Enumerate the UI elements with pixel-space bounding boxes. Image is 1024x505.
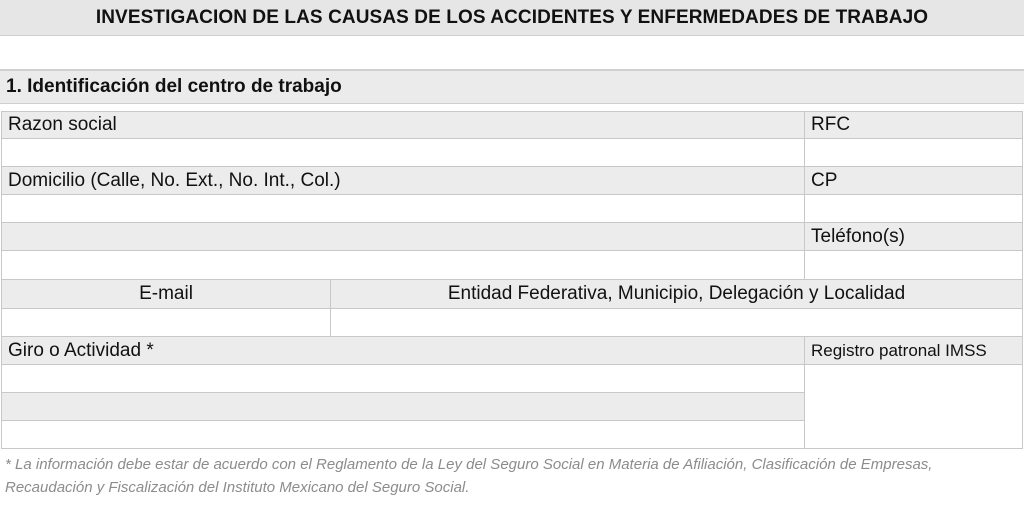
giro-field-line3[interactable] xyxy=(1,420,805,449)
registro-patronal-label: Registro patronal IMSS xyxy=(804,336,1023,365)
telefono-field[interactable] xyxy=(804,250,1023,280)
giro-field-line1[interactable] xyxy=(1,364,805,393)
email-field[interactable] xyxy=(1,308,331,337)
telefono-label: Teléfono(s) xyxy=(804,222,1023,251)
blank-band xyxy=(0,36,1024,71)
cp-label: CP xyxy=(804,166,1023,195)
razon-social-field[interactable] xyxy=(1,138,805,167)
section-title xyxy=(0,71,1024,104)
email-label: E-mail xyxy=(1,279,331,309)
form-title xyxy=(0,0,1024,36)
entidad-label: Entidad Federativa, Municipio, Delegación y Localidad xyxy=(330,279,1023,309)
rfc-label: RFC xyxy=(804,111,1023,139)
rfc-field[interactable] xyxy=(804,138,1023,167)
cp-field[interactable] xyxy=(804,194,1023,223)
domicilio-field-line3[interactable] xyxy=(1,250,805,280)
registro-patronal-field[interactable] xyxy=(804,364,1023,449)
entidad-field[interactable] xyxy=(330,308,1023,337)
giro-label: Giro o Actividad * xyxy=(1,336,805,365)
domicilio-field[interactable] xyxy=(1,194,805,223)
section-title-text: 1. Identificación del centro de trabajo xyxy=(6,76,342,97)
giro-field-line2[interactable] xyxy=(1,392,805,421)
footnote: * La información debe estar de acuerdo con el Reglamento de la Ley del Seguro Social en Materia de Afiliación, Clasificación de Empresas, Recaudación y Fiscalización del Instituto Mexicano del Seguro Social. xyxy=(5,456,933,496)
domicilio-field-line2[interactable] xyxy=(1,222,805,251)
domicilio-label: Domicilio (Calle, No. Ext., No. Int., Col.) xyxy=(1,166,805,195)
form-title-text: INVESTIGACION DE LAS CAUSAS DE LOS ACCIDENTES Y ENFERMEDADES DE TRABAJO xyxy=(95,6,929,28)
razon-social-label: Razon social xyxy=(1,111,805,139)
